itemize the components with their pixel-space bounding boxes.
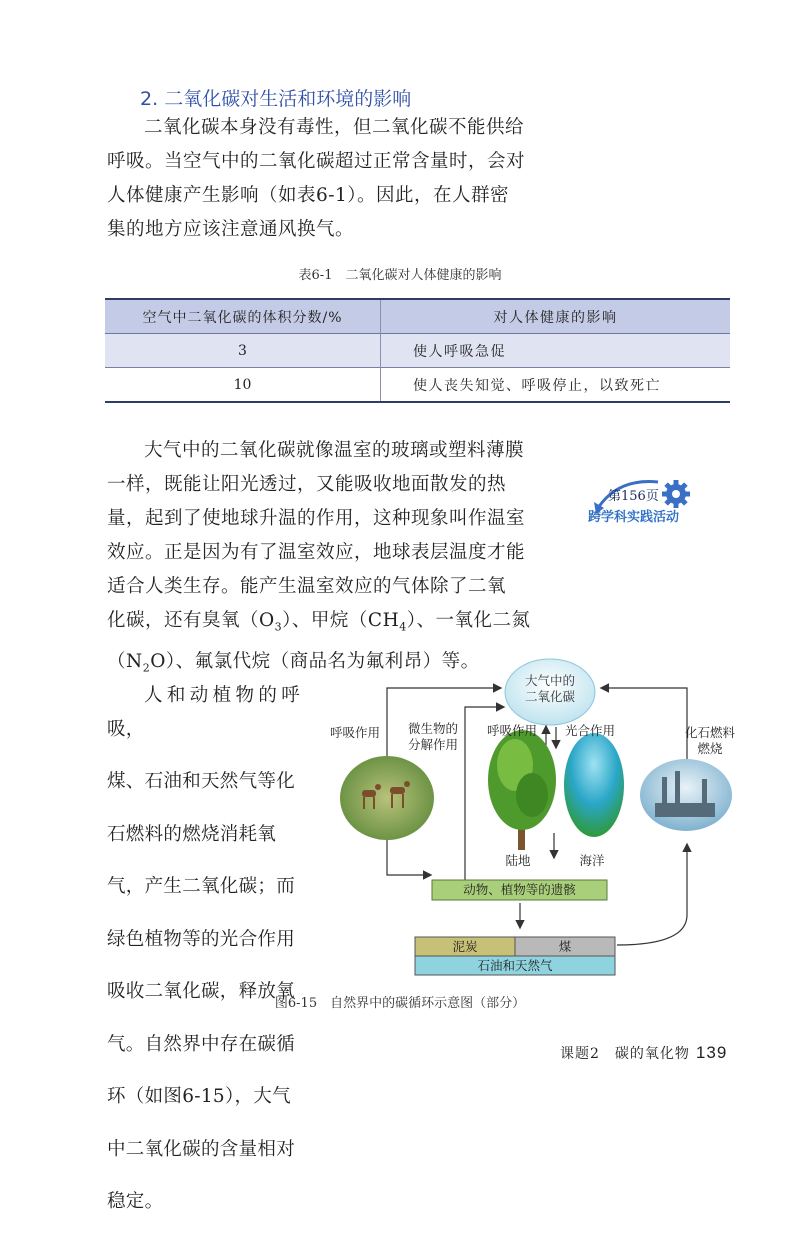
intro-line: 二氧化碳本身没有毒性，但二氧化碳不能供给 <box>144 117 525 138</box>
practice-marker-graphic <box>588 474 708 534</box>
fossil-combustion-label <box>678 725 742 757</box>
carbon-cycle-diagram <box>310 655 760 985</box>
fossil-label-line: 燃烧 <box>697 741 723 756</box>
atmosphere-label-line: 二氧化碳 <box>524 689 575 704</box>
cycle-line: 气，产生二氧化碳；而 <box>107 876 296 897</box>
cycle-line: 稳定。 <box>107 1191 164 1212</box>
arrow-fossils-to-combustion <box>617 845 687 945</box>
oil-gas-label: 石油和天然气 <box>477 958 553 973</box>
subscript: 3 <box>274 620 283 634</box>
greenhouse-line: 量，起到了使地球升温的作用，这种现象叫作温室 <box>107 508 526 529</box>
peat-label: 泥炭 <box>452 939 478 954</box>
section-title <box>140 84 411 111</box>
subscript: 4 <box>399 620 407 634</box>
page-number: 139 <box>695 1043 728 1062</box>
table-caption: 表6-1 二氧化碳对人体健康的影响 <box>298 268 502 283</box>
table-cell: 使人呼吸急促 <box>413 343 506 360</box>
factory-image <box>640 759 732 831</box>
practice-activity-label[interactable]: 跨学科实践活动 <box>588 510 680 525</box>
cycle-line: 环（如图6-15），大气 <box>107 1086 291 1107</box>
decomposition-label-line: 微生物的 <box>407 721 458 736</box>
subscript: 2 <box>142 661 151 675</box>
arrow-animals-to-remains <box>387 840 430 875</box>
table-cell: 使人丧失知觉、呼吸停止，以致死亡 <box>413 377 661 394</box>
gases-text: O）、氟氯代烷（商品名为氟利昂）等。 <box>150 650 480 672</box>
cycle-line: 吸收二氧化碳，释放氧 <box>107 981 296 1002</box>
ocean-image <box>564 733 624 837</box>
table-header-row <box>105 299 730 334</box>
table-cell: 10 <box>105 368 381 403</box>
table-row <box>105 334 730 368</box>
atmosphere-label <box>510 673 590 705</box>
carbon-cycle-paragraph <box>107 660 300 1238</box>
co2-health-table <box>105 298 730 403</box>
intro-line: 呼吸。当空气中的二氧化碳超过正常含量时，会对 <box>107 151 526 172</box>
decomposition-label <box>402 721 464 753</box>
cycle-line: 中二氧化碳的含量相对 <box>107 1138 296 1160</box>
greenhouse-line: 一样，既能让阳光透过，又能吸收地面散发的热 <box>107 474 507 495</box>
footer-lesson: 课题2 碳的氧化物 <box>560 1046 690 1062</box>
tree-image <box>488 730 556 850</box>
gases-text: ）、一氧化二氮 <box>406 610 531 631</box>
section-title-text: 二氧化碳对生活和环境的影响 <box>164 88 412 110</box>
greenhouse-paragraph <box>107 434 532 685</box>
gases-text: （N <box>107 650 143 672</box>
land-label: 陆地 <box>505 853 531 868</box>
cycle-line: 绿色植物等的光合作用 <box>107 928 296 950</box>
respiration-left-label: 呼吸作用 <box>329 725 380 740</box>
table-header-cell: 空气中二氧化碳的体积分数/% <box>105 299 381 334</box>
coal-label: 煤 <box>558 939 572 954</box>
intro-line: 集的地方应该注意通风换气。 <box>107 219 355 240</box>
cycle-line: 煤、石油和天然气等化 <box>107 771 296 792</box>
cycle-line: 气。自然界中存在碳循 <box>107 1033 296 1055</box>
respiration-mid-label: 呼吸作用 <box>486 723 537 738</box>
fossil-label-line: 化石燃料 <box>684 725 735 740</box>
intro-paragraph <box>107 111 527 247</box>
gases-text: ）、甲烷（CH <box>282 610 400 631</box>
table-header-cell: 对人体健康的影响 <box>493 309 618 326</box>
table-row <box>105 368 730 403</box>
decomposition-label-line: 分解作用 <box>407 737 458 752</box>
remains-label: 动物、植物等的遗骸 <box>463 882 576 897</box>
greenhouse-line: 适合人类生存。能产生温室效应的气体除了二氧 <box>107 576 507 597</box>
ocean-label: 海洋 <box>579 853 605 868</box>
animals-image <box>340 756 434 840</box>
photosynthesis-label: 光合作用 <box>564 723 615 738</box>
section-number: 2. <box>140 88 159 110</box>
gear-icon <box>662 480 690 508</box>
table-cell: 3 <box>105 334 381 368</box>
intro-line: 人体健康产生影响（如表6-1）。因此，在人群密 <box>107 185 510 206</box>
page-footer <box>560 1043 727 1063</box>
greenhouse-line: 效应。正是因为有了温室效应，地球表层温度才能 <box>107 542 526 563</box>
figure-caption: 图6-15 自然界中的碳循环示意图（部分） <box>274 996 526 1011</box>
greenhouse-line: 大气中的二氧化碳就像温室的玻璃或塑料薄膜 <box>144 440 525 461</box>
cycle-line: 石燃料的燃烧消耗氧 <box>107 823 277 845</box>
cycle-line: 人和动植物的呼吸， <box>107 684 300 740</box>
atmosphere-label-line: 大气中的 <box>524 673 575 688</box>
practice-page-ref[interactable]: 第156页 <box>608 489 659 504</box>
gases-text: 化碳，还有臭氧（O <box>107 610 275 631</box>
greenhouse-gases-line <box>107 604 532 645</box>
